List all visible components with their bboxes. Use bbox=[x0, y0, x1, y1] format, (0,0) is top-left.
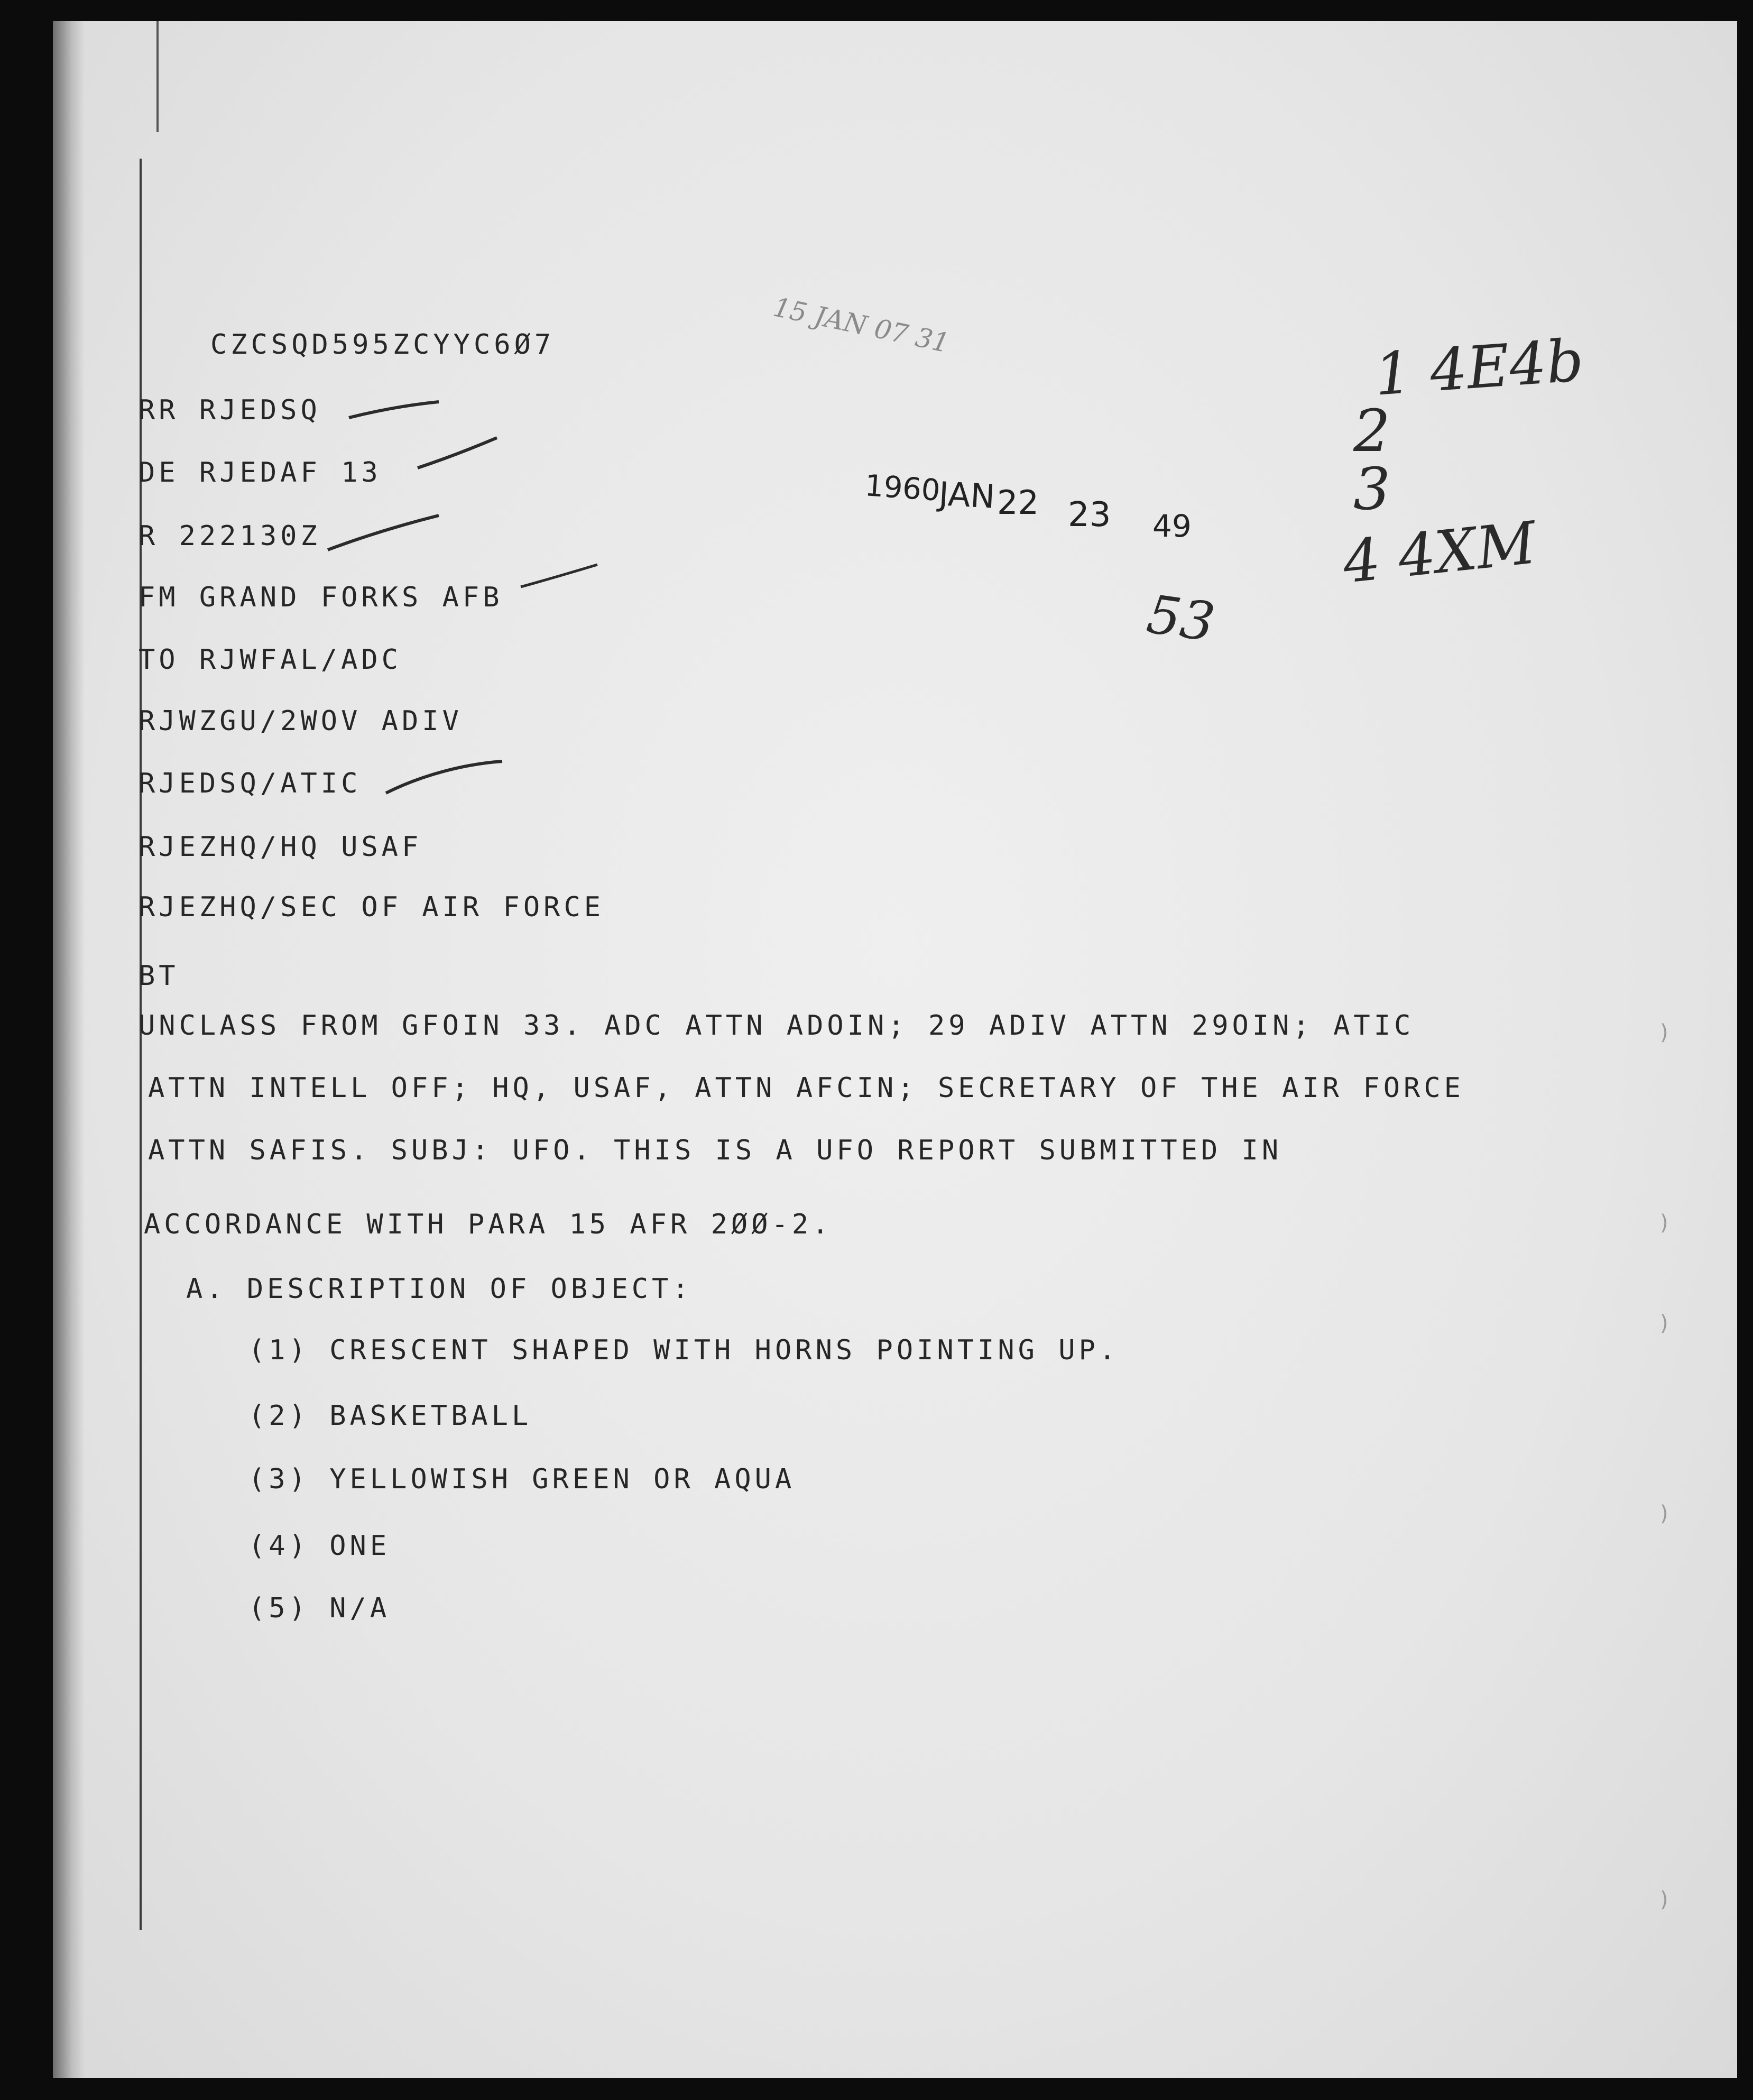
body-line-1: UNCLASS FROM GFOIN 33. ADC ATTN ADOIN; 29 ADIV ATTN 29OIN; ATIC bbox=[139, 1010, 1415, 1042]
header-line-4: R 222130Z bbox=[139, 520, 321, 552]
header-line-9: RJEZHQ/HQ USAF bbox=[139, 831, 422, 863]
header-line-7: RJWZGU/2WOV ADIV bbox=[139, 705, 463, 737]
stamp-day: 22 bbox=[997, 483, 1039, 522]
handwritten-note-4: 4 4XM bbox=[1340, 509, 1539, 596]
list-item-4: (4) ONE bbox=[248, 1530, 391, 1562]
header-line-6: TO RJWFAL/ADC bbox=[139, 644, 402, 676]
edge-mark: ) bbox=[1660, 1887, 1668, 1912]
header-line-3: DE RJEDAF 13 bbox=[139, 457, 382, 489]
stamp-hour: 23 bbox=[1068, 495, 1111, 535]
handwritten-note-2: 2 bbox=[1353, 397, 1390, 465]
header-line-1: CZCSQD595ZCYYC6Ø7 bbox=[210, 329, 555, 361]
stamp-year: 1960 bbox=[863, 468, 942, 508]
edge-mark: ) bbox=[1660, 1311, 1668, 1335]
stamp-month: JAN bbox=[938, 474, 996, 516]
list-item-2: (2) BASKETBALL bbox=[248, 1400, 532, 1432]
body-line-4: ACCORDANCE WITH PARA 15 AFR 2ØØ-2. bbox=[144, 1209, 833, 1240]
handwritten-note-3: 3 bbox=[1353, 455, 1390, 523]
list-item-1: (1) CRESCENT SHAPED WITH HORNS POINTING UP. bbox=[248, 1334, 1120, 1366]
list-item-5: (5) N/A bbox=[248, 1592, 391, 1624]
header-line-8: RJEDSQ/ATIC bbox=[139, 768, 362, 799]
header-line-5: FM GRAND FORKS AFB bbox=[139, 582, 503, 613]
header-line-2: RR RJEDSQ bbox=[139, 394, 321, 426]
body-line-2: ATTN INTELL OFF; HQ, USAF, ATTN AFCIN; SECRETARY OF THE AIR FORCE bbox=[148, 1072, 1464, 1104]
handwritten-note-53: 53 bbox=[1143, 583, 1219, 654]
handwritten-note-top: 15 JAN 07 31 bbox=[770, 291, 952, 359]
stamp-minute: 49 bbox=[1152, 508, 1192, 544]
list-item-3: (3) YELLOWISH GREEN OR AQUA bbox=[248, 1463, 796, 1495]
handwritten-note-1: 1 4E4b bbox=[1372, 326, 1586, 409]
body-line-3: ATTN SAFIS. SUBJ: UFO. THIS IS A UFO REPORT SUBMITTED IN bbox=[148, 1135, 1283, 1166]
edge-mark: ) bbox=[1660, 1020, 1668, 1045]
edge-mark: ) bbox=[1660, 1502, 1668, 1526]
section-heading: A. DESCRIPTION OF OBJECT: bbox=[186, 1273, 693, 1305]
header-line-11: BT bbox=[139, 960, 179, 992]
header-line-10: RJEZHQ/SEC OF AIR FORCE bbox=[139, 891, 605, 923]
edge-mark: ) bbox=[1660, 1211, 1668, 1235]
